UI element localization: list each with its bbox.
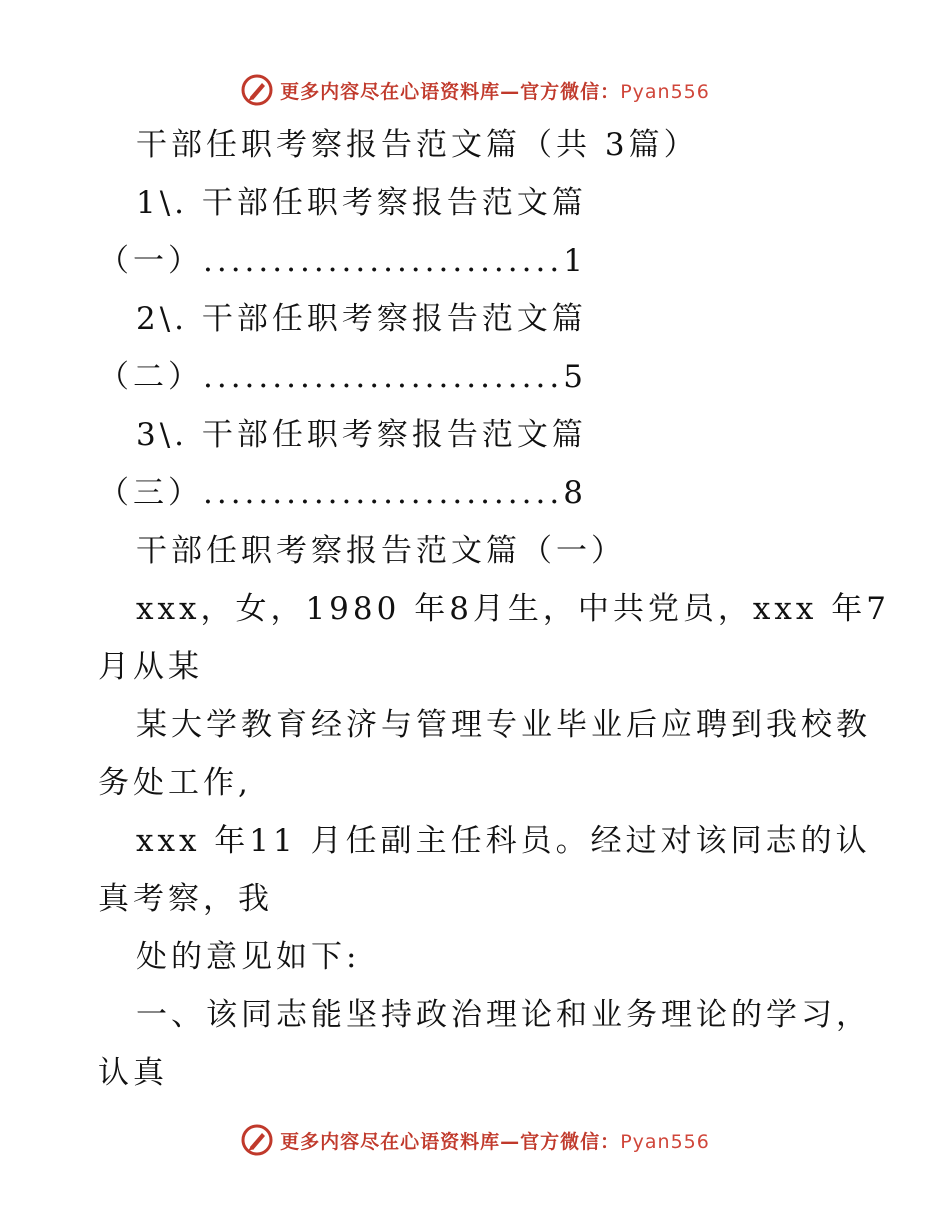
watermark-wechat-id: Pyan556 [620, 1130, 710, 1153]
paragraph-line: 务处工作, [98, 765, 252, 801]
paragraph-line: 月从某 [98, 649, 203, 685]
watermark-separator: — [500, 1130, 521, 1153]
watermark-separator: — [500, 80, 521, 103]
watermark-title: 更多内容尽在心语资料库 [280, 80, 501, 103]
watermark-suffix: 官方微信： [520, 80, 621, 103]
watermark-title: 更多内容尽在心语资料库 [280, 1130, 501, 1153]
watermark-text [280, 77, 710, 104]
paragraph-line: 认真 [98, 1055, 168, 1091]
paragraph-line: 处的意见如下: [136, 939, 361, 975]
watermark-banner-top [0, 70, 950, 110]
toc-entry-1-page: （一）..........................1 [98, 243, 587, 279]
toc-entry-2-title: 2\. 干部任职考察报告范文篇 [136, 301, 587, 337]
document-title: 干部任职考察报告范文篇（共 3篇） [136, 127, 699, 163]
paragraph-line: 某大学教育经济与管理专业毕业后应聘到我校教 [136, 707, 871, 743]
watermark-text [280, 1127, 710, 1154]
watermark-suffix: 官方微信： [520, 1130, 621, 1153]
paragraph-line: xxx，女，1980 年8月生，中共党员，xxx 年7 [136, 591, 890, 627]
watermark-wechat-id: Pyan556 [620, 80, 710, 103]
paragraph-line: xxx 年11 月任副主任科员。经过对该同志的认 [136, 823, 871, 859]
toc-entry-1-title: 1\. 干部任职考察报告范文篇 [136, 185, 587, 221]
pen-logo-icon [240, 1123, 274, 1157]
toc-entry-3-page: （三）..........................8 [98, 475, 587, 511]
section-heading: 干部任职考察报告范文篇（一） [136, 533, 626, 569]
paragraph-line: 一、该同志能坚持政治理论和业务理论的学习， [136, 997, 871, 1033]
paragraph-line: 真考察，我 [98, 881, 273, 917]
watermark-banner-bottom [0, 1120, 950, 1160]
toc-entry-3-title: 3\. 干部任职考察报告范文篇 [136, 417, 587, 453]
pen-logo-icon [240, 73, 274, 107]
toc-entry-2-page: （二）..........................5 [98, 359, 587, 395]
